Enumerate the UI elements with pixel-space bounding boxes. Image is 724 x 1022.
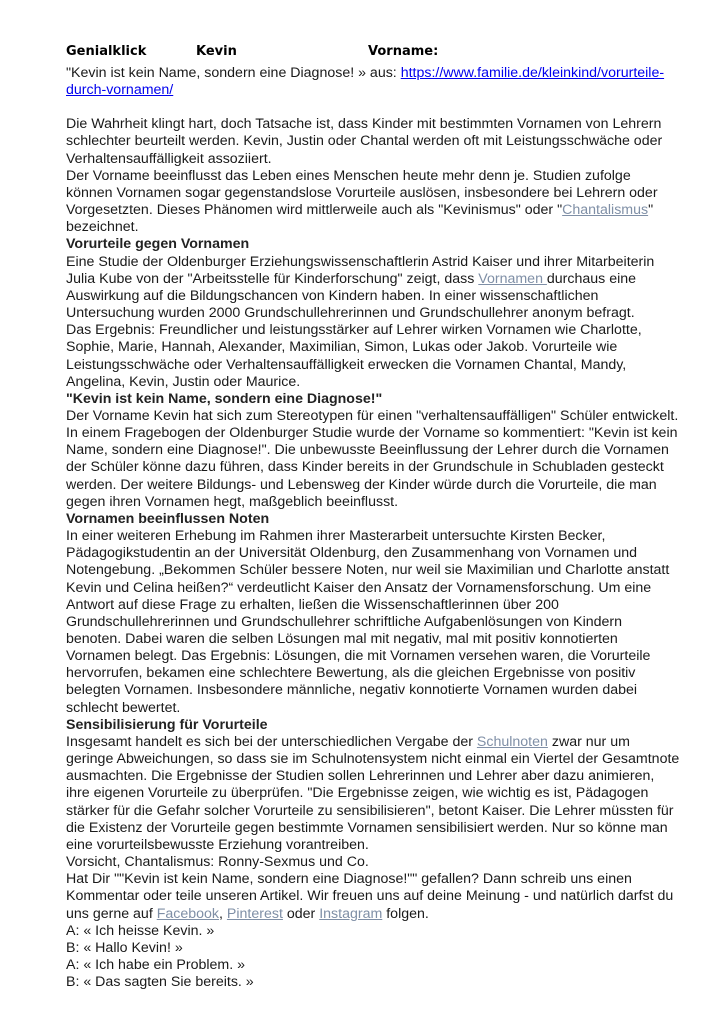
heading-kevin-diagnose: "Kevin ist kein Name, sondern eine Diagnose!" — [66, 390, 383, 407]
paragraph-5: Der Vorname Kevin hat sich zum Stereotypen für einen "verhaltensauffälligen" Schüler entwickelt. In einem Fragebogen der Oldenburger Studie wurde der Vorname so kommentiert: "Kevin ist kein Name, sondern eine Diagnose!". Die unbewusste Beeinflussung der Lehrer durch die Vornamen der Schüler könne dazu führen, dass Kinder bereits in der Grundschule in Schubladen gesteckt werden. Der weitere Bildungs- und Lebensweg der Kinder würde durch die Vorurteile, die man gegen ihren Vornamen hegt, maßgeblich beeinflusst. — [66, 407, 679, 510]
paragraph-1: Die Wahrheit klingt hart, doch Tatsache ist, dass Kinder mit bestimmten Vornamen von Lehrern schlechter beurteilt werden. Kevin, Justin oder Chantal werden oft mit Leistungsschwäche oder Verhaltensauffälligkeit assoziiert. — [66, 116, 663, 167]
paragraph-4: Das Ergebnis: Freundlicher und leistungsstärker auf Lehrer wirken Vornamen wie Charlotte, Sophie, Marie, Hannah, Alexander, Maximilian, Simon, Lukas oder Jakob. Vorurteile wie Leistungsschwäche oder Verhaltensauffälligkeit erwecken die Vornamen Chantal, Mandy, Angelina, Kevin, Justin oder Maurice. — [66, 322, 642, 390]
vornamen-link[interactable]: Vornamen — [478, 270, 547, 287]
paragraph-3-text: Eine Studie der Oldenburger Erziehungswissenschaftlerin Astrid Kaiser und ihrer Mitarbeiterin Julia Kube von der "Arbeitsstelle für Kinderforschung" zeigt, dass — [66, 253, 655, 287]
paragraph-2-text-end: " bezeichnet. — [66, 202, 654, 236]
header-name: Kevin — [196, 44, 237, 59]
document-page — [66, 40, 681, 991]
paragraph-9-text: Hat Dir ""Kevin ist kein Name, sondern eine Diagnose!"" gefallen? Dann schreib uns einen Kommentar oder teile unseren Artikel. Wir freuen uns auf deine Meinung - und natürlich darfst du uns gerne auf — [66, 871, 674, 922]
paragraph-7-text-end: zwar nur um geringe Abweichungen, so dass sie im Schulnotensystem nicht einmal ein Viertel der Gesamtnote ausmachten. Die Ergebnisse der Studien sollen Lehrerinnen und Lehrer aber dazu animieren, ihre eigenen Vorurteile zu überprüfen. "Die Ergebnisse zeigen, wie wichtig es ist, Pädagogen stärker für die Gefahr solcher Vorurteile zu sensibilisieren", betont Kaiser. Die Lehrer müssten für die Existenz der Vorurteile gegen bestimmte Vornamen sensibilisiert werden. Nur so könne man eine vorurteilsbewusste Erziehung vorantreiben. — [66, 733, 680, 853]
paragraph-6: In einer weiteren Erhebung im Rahmen ihrer Masterarbeit untersuchte Kirsten Becker, Pädagogikstudentin an der Universität Oldenburg, den Zusammenhang von Vornamen und Notengebung. „Bekommen Schüler bessere Noten, nur weil sie Maximilian und Charlotte anstatt Kevin und Celina heißen?“ verdeutlicht Kaiser den Ansatz der Vornamensforschung. Um eine Antwort auf diese Frage zu erhalten, ließen die Wissenschaftlerinnen über 200 Grundschullehrerinnen und Grundschullehrer schriftliche Aufgabenlösungen von Kindern benoten. Dabei waren die selben Lösungen mal mit negativ, mal mit positiv konnotierten Vornamen belegt. Das Ergebnis: Lösungen, die mit Vornamen versehen waren, die Vorurteile hervorrufen, bekamen eine schlechtere Bewertung, als die gleichen Ergebnisse von positiv belegten Vornamen. Insbesondere männliche, negativ konnotierte Vornamen wurden dabei schlecht bewertet. — [66, 528, 670, 716]
paragraph-3-text-end: durchaus eine Auswirkung auf die Bildungschancen von Kindern haben. In einer wissenschaftlichen Untersuchung wurden 2000 Grundschullehrerinnen und Grundschullehrer anonym befragt. — [66, 270, 637, 322]
paragraph-2 — [66, 168, 681, 237]
paragraph-9 — [66, 871, 681, 922]
paragraph-8: Vorsicht, Chantalismus: Ronny-Sexmus und Co. — [66, 854, 369, 871]
dialog-line: A: « Ich heisse Kevin. » — [66, 922, 215, 939]
heading-sensibilisierung: Sensibilisierung für Vorurteile — [66, 716, 268, 733]
dialog-line: A: « Ich habe ein Problem. » — [66, 956, 246, 973]
paragraph-3 — [66, 254, 681, 323]
heading-noten: Vornamen beeinflussen Noten — [66, 510, 270, 527]
paragraph-7-text: Insgesamt handelt es sich bei der unterschiedlichen Vergabe der — [66, 733, 477, 750]
header-vorname-label: Vorname: — [368, 44, 439, 59]
chantalismus-link[interactable]: Chantalismus — [562, 202, 649, 219]
intro-line — [66, 65, 681, 99]
spacer — [66, 99, 681, 116]
worksheet-header — [66, 40, 681, 65]
pinterest-link[interactable]: Pinterest — [226, 905, 283, 922]
facebook-link[interactable]: Facebook — [156, 905, 220, 922]
separator: oder — [282, 905, 320, 922]
heading-vorurteile: Vorurteile gegen Vornamen — [66, 236, 250, 253]
header-title: Genialklick — [66, 44, 147, 59]
instagram-link[interactable]: Instagram — [319, 905, 383, 922]
dialog-line: B: « Das sagten Sie bereits. » — [66, 974, 254, 991]
source-link[interactable]: https://www.familie.de/kleinkind/vorurteile-durch-vornamen/ — [66, 65, 665, 99]
schulnoten-link[interactable]: Schulnoten — [476, 733, 548, 750]
separator: , — [219, 905, 227, 922]
paragraph-9-text-end: folgen. — [382, 905, 429, 922]
intro-quote: "Kevin ist kein Name, sondern eine Diagnose! » aus: — [66, 65, 401, 81]
paragraph-7 — [66, 734, 681, 854]
paragraph-2-text: Der Vorname beeinflusst das Leben eines Menschen heute mehr denn je. Studien zufolge können Vornamen sogar gegenstandslose Vorurteile auslösen, insbesondere bei Lehrern oder Vorgesetzten. Dieses Phänomen wird mittlerweile auch als "Kevinismus" oder " — [66, 167, 658, 219]
dialog-line: B: « Hallo Kevin! » — [66, 939, 183, 956]
